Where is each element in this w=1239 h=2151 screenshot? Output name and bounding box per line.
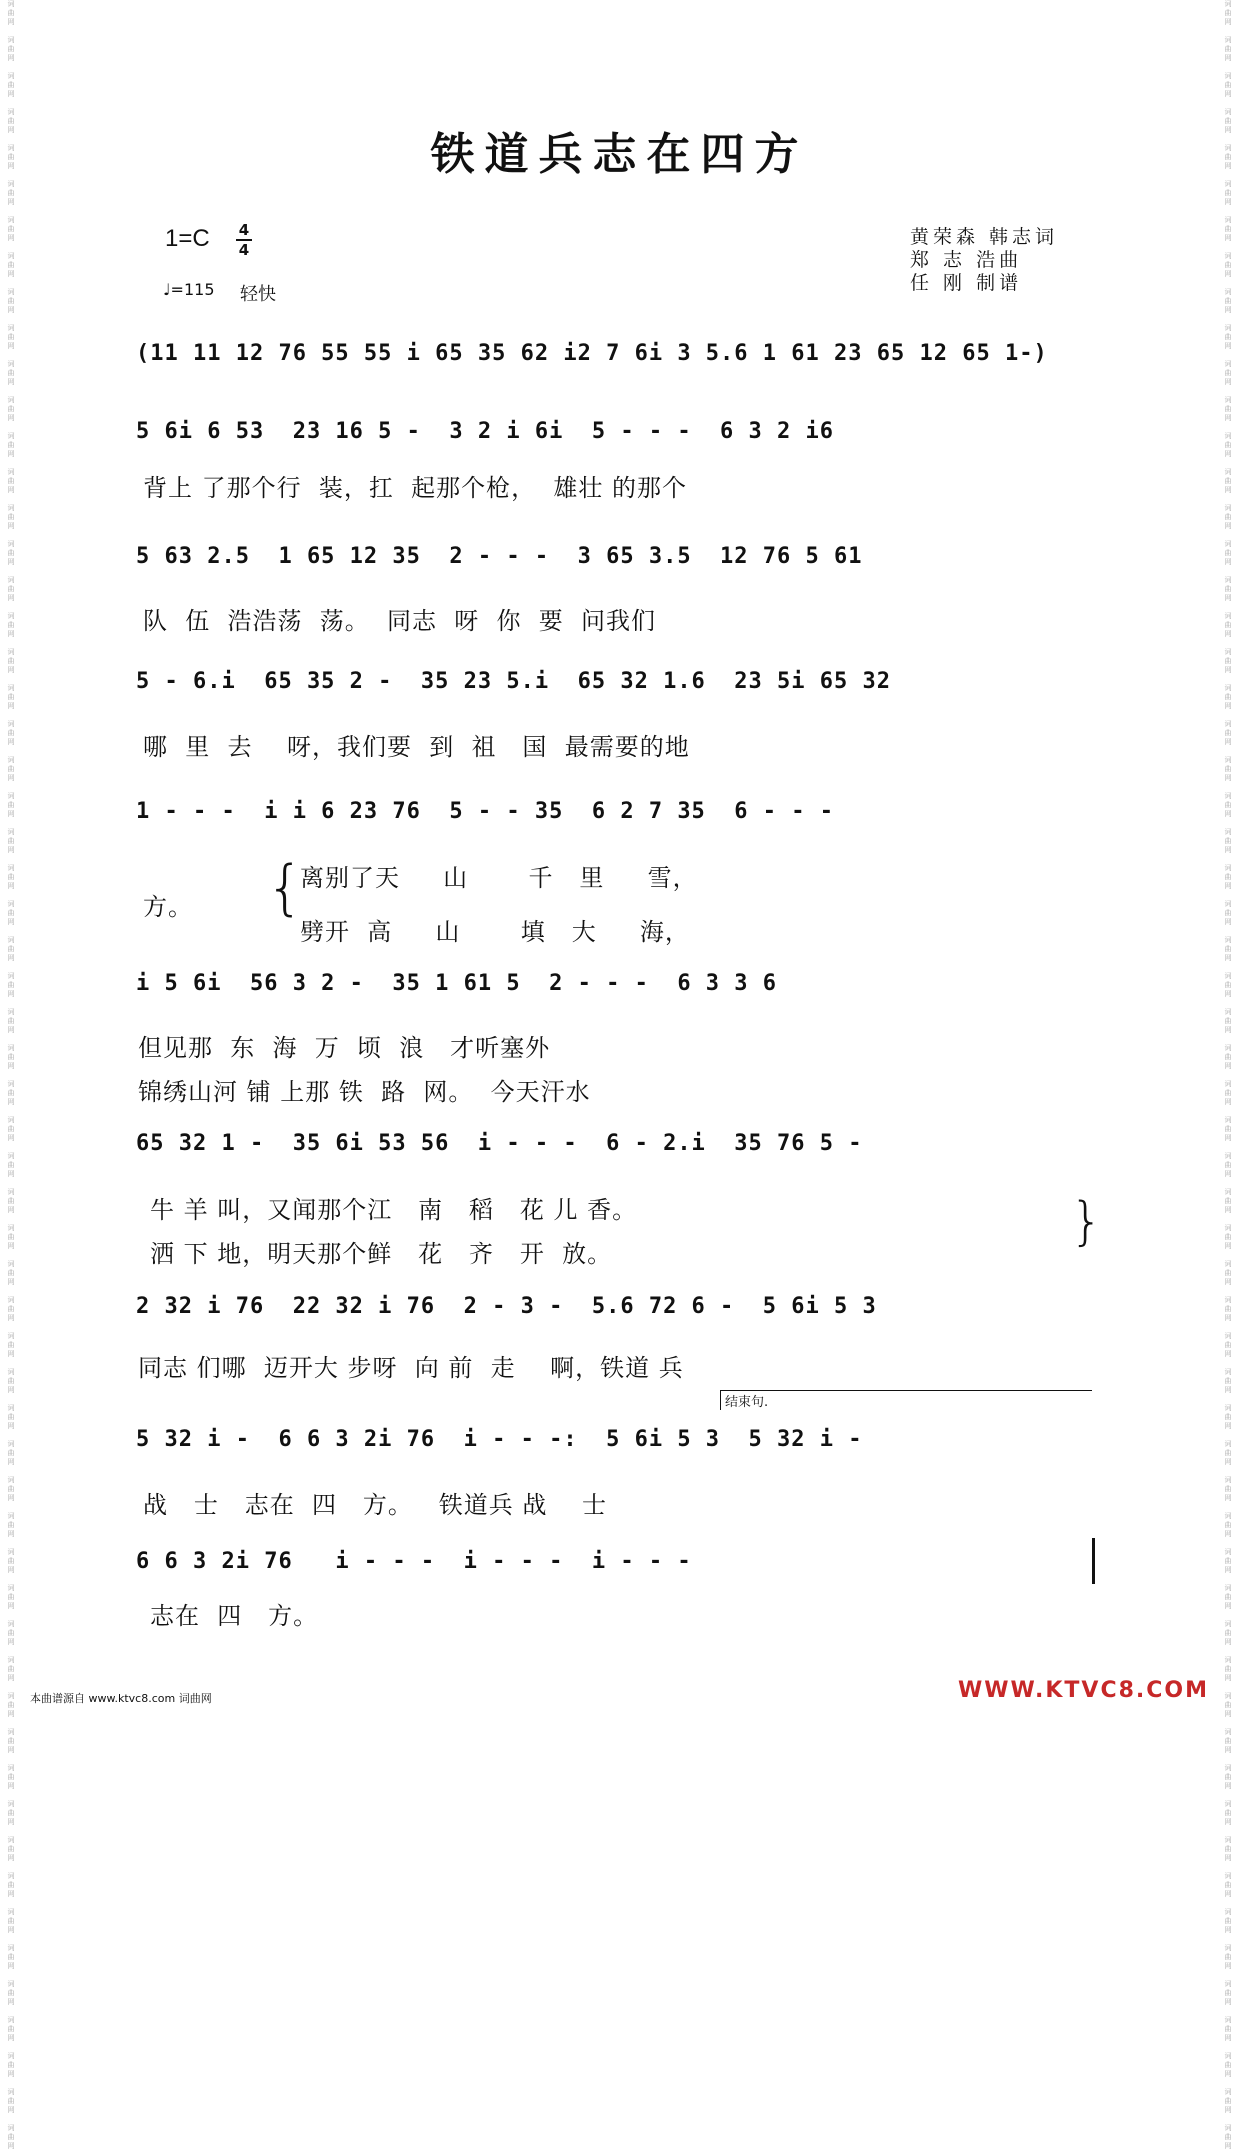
notation-line-5 [136, 790, 1101, 834]
lyric-line-7a: 牛 羊 叫，又闻那个江 南 稻 花 儿 香。 [150, 1196, 638, 1224]
notation-text: 5 63 2.5 1 65 12 35 2 - - - 3 65 3.5 12 76 5 61 [136, 544, 863, 569]
arranger-credit: 任 刚 制谱 [910, 272, 1023, 294]
notation-text: 6 6 3 2i 76 i - - - i - - - i - - - [136, 1549, 692, 1574]
notation-text: (11 11 12 76 55 55 i 65 35 62 i2 7 6i 3 5.6 1 61 23 65 12 65 1-) [136, 341, 1048, 366]
notation-line-1 [136, 332, 1101, 376]
notation-text: 65 32 1 - 35 6i 53 56 i - - - 6 - 2.i 35 76 5 - [136, 1131, 863, 1156]
side-watermark-right: 词 曲 网 词 曲 网 词 曲 网 词 曲 网 词 曲 网 词 曲 网 词 曲 网 词 曲 网 词 曲 网 词 曲 网 词 曲 网 词 曲 网 词 曲 网 词 曲 网 词 曲 网 词 曲 网 词 曲 网 词 曲 网 词 曲 网 词 曲 网 词 曲 网 词 曲 网 词 曲 网 词 曲 网 词 曲 网 词 曲 网 词 曲 网 词 曲 网 词 曲 网 词 曲 网 词 曲 网 词 曲 网 词 曲 网 词 曲 网 词 曲 网 词 曲 网 词 曲 网 词 曲 网 词 曲 网 词 曲 网 词 曲 网 词 曲 网 词 曲 网 词 曲 网 词 曲 网 词 曲 网 词 曲 网 词 曲 网 词 曲 网 词 曲 网 词 曲 网 词 曲 网 词 曲 网 词 曲 网 词 曲 网 词 曲 网 词 曲 网 词 曲 网 词 曲 网 词 曲 网 [1224, 0, 1232, 2150]
lyric-line-7b: 洒 下 地，明天那个鲜 花 齐 开 放。 [150, 1240, 613, 1268]
verse-lyric-1: 离别了天 山 千 里 雪， [300, 864, 698, 892]
notation-text: 5 32 i - 6 6 3 2i 76 i - - -: 5 6i 5 3 5 32 i - [136, 1427, 863, 1452]
mood-mark: 轻快 [240, 284, 276, 305]
notation-line-3 [136, 535, 1101, 579]
lyric-line-4: 哪 里 去 呀，我们要 到 祖 国 最需要的地 [143, 733, 690, 761]
time-signature [236, 222, 252, 258]
composer-credit: 郑 志 浩曲 [910, 249, 1023, 271]
side-watermark-left: 词 曲 网 词 曲 网 词 曲 网 词 曲 网 词 曲 网 词 曲 网 词 曲 网 词 曲 网 词 曲 网 词 曲 网 词 曲 网 词 曲 网 词 曲 网 词 曲 网 词 曲 网 词 曲 网 词 曲 网 词 曲 网 词 曲 网 词 曲 网 词 曲 网 词 曲 网 词 曲 网 词 曲 网 词 曲 网 词 曲 网 词 曲 网 词 曲 网 词 曲 网 词 曲 网 词 曲 网 词 曲 网 词 曲 网 词 曲 网 词 曲 网 词 曲 网 词 曲 网 词 曲 网 词 曲 网 词 曲 网 词 曲 网 词 曲 网 词 曲 网 词 曲 网 词 曲 网 词 曲 网 词 曲 网 词 曲 网 词 曲 网 词 曲 网 词 曲 网 词 曲 网 词 曲 网 词 曲 网 词 曲 网 词 曲 网 词 曲 网 词 曲 网 词 曲 网 词 曲 网 [7, 0, 15, 2150]
key-signature: 1=C [165, 225, 210, 252]
notation-line-9 [136, 1418, 1101, 1462]
source-note: 本曲谱源自 www.ktvc8.com 词曲网 [30, 1692, 212, 1705]
verse-lyric-2: 劈开 高 山 填 大 海， [300, 918, 690, 946]
notation-line-2 [136, 410, 1101, 454]
notation-text: 2 32 i 76 22 32 i 76 2 - 3 - 5.6 72 6 - 5 6i 5 3 [136, 1294, 877, 1319]
site-logo: WWW.KTVC8.COM [958, 1678, 1209, 1703]
notation-line-10 [136, 1540, 1101, 1584]
lyric-line-9: 战 士 志在 四 方。 铁道兵 战 士 [143, 1491, 607, 1519]
verse-brace-close: } [1070, 1192, 1104, 1252]
meter-bottom: 4 [238, 241, 250, 259]
ending-bracket: 结束句. [720, 1390, 1092, 1410]
song-title: 铁道兵志在四方 [430, 129, 809, 180]
meter-top: 4 [238, 221, 250, 239]
lyric-line-2: 背上 了那个行 装，扛 起那个枪， 雄壮 的那个 [143, 474, 688, 502]
lyric-line-10: 志在 四 方。 [150, 1602, 319, 1630]
notation-text: i 5 6i 56 3 2 - 35 1 61 5 2 - - - 6 3 3 6 [136, 971, 778, 996]
notation-line-8 [136, 1285, 1101, 1329]
notation-text: 1 - - - i i 6 23 76 5 - - 35 6 2 7 35 6 - - - [136, 799, 835, 824]
notation-line-6 [136, 962, 1101, 1006]
lyric-line-8: 同志 们哪 迈开大 步呀 向 前 走 啊，铁道 兵 [138, 1354, 684, 1382]
tempo-mark: ♩=115 [163, 280, 215, 299]
lyric-line-6a: 但见那 东 海 万 顷 浪 才听塞外 [138, 1034, 551, 1062]
notation-text: 5 6i 6 53 23 16 5 - 3 2 i 6i 5 - - - 6 3 2 i6 [136, 419, 835, 444]
notation-text: 5 - 6.i 65 35 2 - 35 23 5.i 65 32 1.6 23 5i 65 32 [136, 669, 891, 694]
lyricist-credit: 黄荣森 韩志词 [910, 226, 1059, 248]
lyric-line-6b: 锦绣山河 铺 上那 铁 路 网。 今天汗水 [138, 1078, 591, 1106]
verse-brace: { [266, 853, 305, 923]
lyric-line-3: 队 伍 浩浩荡 荡。 同志 呀 你 要 问我们 [143, 607, 657, 635]
notation-line-4 [136, 660, 1101, 704]
lyric-line-5: 方。 [143, 893, 193, 921]
final-barline [1092, 1538, 1095, 1584]
notation-line-7 [136, 1122, 1101, 1166]
